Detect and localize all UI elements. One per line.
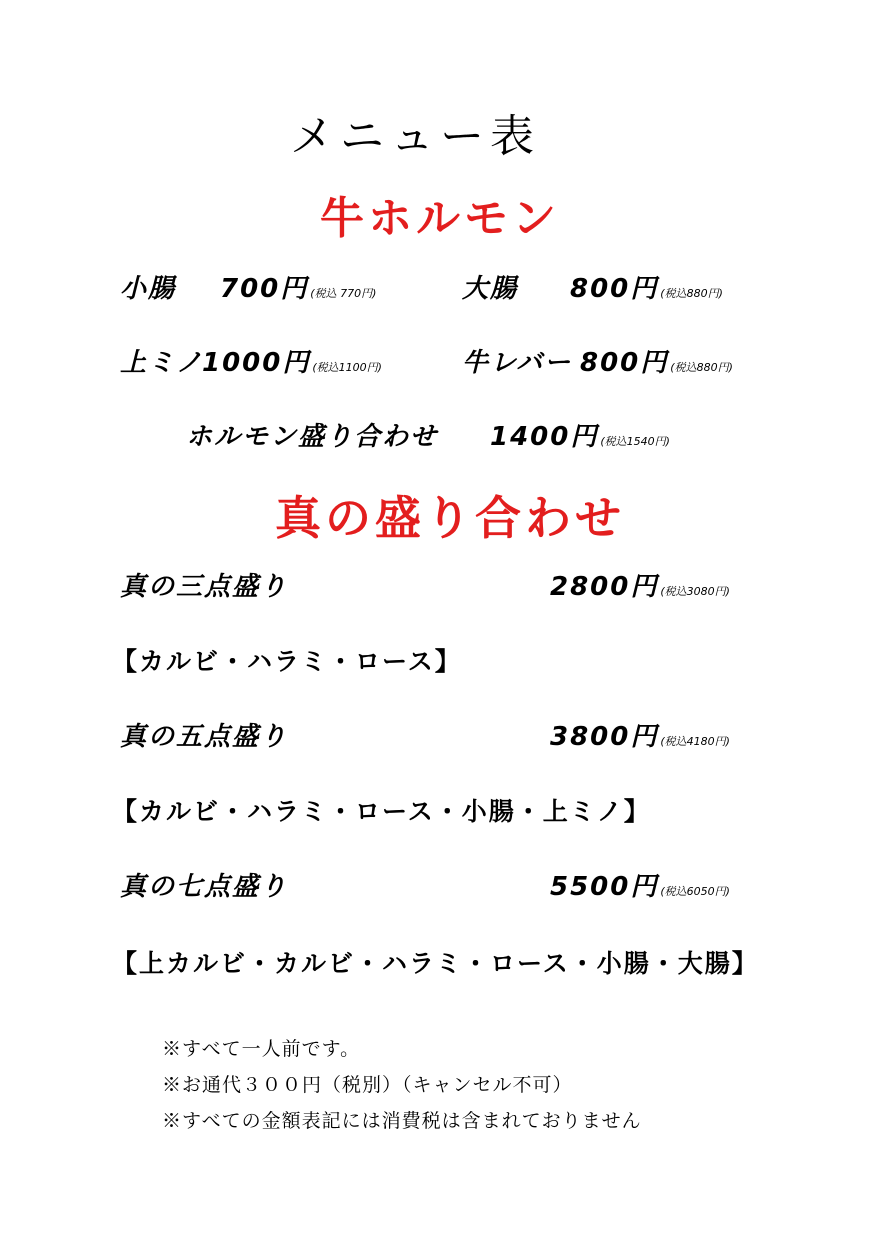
item-name-santen: 真の三点盛り bbox=[120, 572, 289, 602]
section-heading-horumon: 牛ホルモン bbox=[320, 193, 560, 244]
item-price-daicho bbox=[570, 268, 723, 305]
tax-included-price: (税込6050円) bbox=[660, 885, 730, 898]
item-price-gyu-leba bbox=[580, 342, 733, 379]
note-tax-excluded: ※すべての金額表記には消費税は含まれておりません bbox=[162, 1110, 642, 1132]
price-value: 700円 bbox=[220, 274, 309, 304]
item-price-santen bbox=[550, 566, 730, 603]
item-price-shocho bbox=[220, 268, 376, 305]
item-name-jomino: 上ミノ bbox=[120, 348, 205, 378]
price-value: 1000円 bbox=[202, 348, 311, 378]
price-value: 800円 bbox=[580, 348, 669, 378]
price-value: 3800円 bbox=[550, 722, 659, 752]
price-value: 800円 bbox=[570, 274, 659, 304]
price-value: 2800円 bbox=[550, 572, 659, 602]
price-value: 1400円 bbox=[490, 422, 599, 452]
set-contents-santen: 【カルビ・ハラミ・ロース】 bbox=[112, 647, 462, 676]
item-price-nanaten bbox=[550, 866, 730, 903]
item-name-horumon-moriawase: ホルモン盛り合わせ bbox=[186, 422, 439, 452]
item-name-daicho: 大腸 bbox=[462, 274, 519, 304]
page-title: メニュー表 bbox=[290, 111, 540, 162]
price-value: 5500円 bbox=[550, 872, 659, 902]
tax-included-price: (税込880円) bbox=[660, 287, 723, 300]
item-name-nanaten: 真の七点盛り bbox=[120, 872, 289, 902]
section-heading-sets: 真の盛り合わせ bbox=[275, 491, 625, 545]
tax-included-price: (税込1540円) bbox=[600, 435, 670, 448]
item-name-goten: 真の五点盛り bbox=[120, 722, 289, 752]
tax-included-price: (税込1100円) bbox=[312, 361, 382, 374]
tax-included-price: (税込3080円) bbox=[660, 585, 730, 598]
item-price-horumon-moriawase bbox=[490, 416, 670, 453]
item-price-goten bbox=[550, 716, 730, 753]
note-service-charge: ※お通代３００円（税別）（キャンセル不可） bbox=[162, 1074, 573, 1096]
tax-included-price: (税込4180円) bbox=[660, 735, 730, 748]
set-contents-nanaten: 【上カルビ・カルビ・ハラミ・ロース・小腸・大腸】 bbox=[112, 949, 759, 978]
item-name-shocho: 小腸 bbox=[120, 274, 177, 304]
tax-included-price: (税込880円) bbox=[670, 361, 733, 374]
tax-included-price: (税込 770円) bbox=[310, 287, 377, 300]
item-name-gyu-leba: 牛レバー bbox=[462, 348, 573, 378]
set-contents-goten: 【カルビ・ハラミ・ロース・小腸・上ミノ】 bbox=[112, 797, 651, 826]
note-per-person: ※すべて一人前です。 bbox=[162, 1038, 361, 1060]
item-price-jomino bbox=[202, 342, 382, 379]
